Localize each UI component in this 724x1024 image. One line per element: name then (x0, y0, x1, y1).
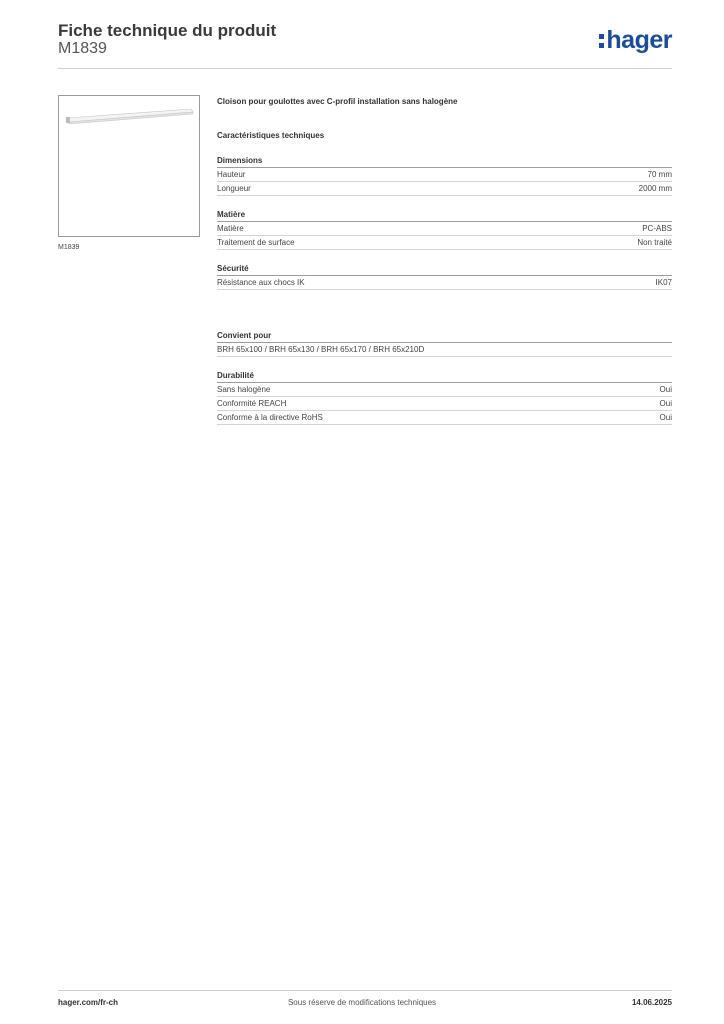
section-durabilite (217, 370, 672, 425)
footer-date: 14.06.2025 (631, 998, 672, 1007)
spec-row (217, 168, 672, 182)
spec-value: 70 mm (647, 170, 672, 179)
header-divider (58, 68, 672, 69)
spec-value: Oui (659, 399, 672, 408)
cable-trunking-divider-image (65, 108, 195, 124)
product-code: M1839 (58, 40, 107, 57)
section-title: Durabilité (217, 370, 672, 383)
spec-row (217, 222, 672, 236)
spec-label: Conforme à la directive RoHS (217, 413, 323, 422)
spec-label: Hauteur (217, 170, 246, 179)
product-image (58, 95, 200, 237)
compatible-products: BRH 65x100 / BRH 65x130 / BRH 65x170 / BRH 65x210D (217, 343, 672, 357)
product-specs (217, 97, 672, 425)
spec-value: Oui (659, 413, 672, 422)
footer-divider (58, 990, 672, 991)
spec-row (217, 236, 672, 250)
section-title: Convient pour (217, 330, 672, 343)
spec-value: PC-ABS (642, 224, 672, 233)
logo-text: hager (606, 26, 672, 54)
spec-label: Résistance aux chocs IK (217, 278, 305, 287)
footer-disclaimer: Sous réserve de modifications techniques (287, 998, 437, 1007)
section-title: Matière (217, 209, 672, 222)
spec-value: Oui (659, 385, 672, 394)
hager-logo (599, 26, 672, 54)
section-title: Dimensions (217, 155, 672, 168)
spec-row (217, 383, 672, 397)
spec-label: Conformité REACH (217, 399, 287, 408)
footer-website-link[interactable]: hager.com/fr-ch (58, 998, 119, 1007)
spec-label: Traitement de surface (217, 238, 295, 247)
spec-row (217, 397, 672, 411)
spec-label: Sans halogène (217, 385, 271, 394)
technical-heading: Caractéristiques techniques (217, 131, 325, 140)
logo-dots-icon (599, 34, 604, 48)
spec-row (217, 276, 672, 290)
section-securite (217, 263, 672, 290)
section-title: Sécurité (217, 263, 672, 276)
spec-row (217, 411, 672, 425)
spec-value: Non traité (637, 238, 672, 247)
section-dimensions (217, 155, 672, 196)
section-matiere (217, 209, 672, 250)
spec-row (217, 182, 672, 196)
spec-label: Longueur (217, 184, 251, 193)
spec-value: 2000 mm (638, 184, 672, 193)
image-caption: M1839 (58, 244, 80, 251)
spec-value: IK07 (655, 278, 672, 287)
page-title: Fiche technique du produit (58, 21, 277, 40)
section-convient (217, 330, 672, 357)
spec-label: Matière (217, 224, 244, 233)
product-description: Cloison pour goulottes avec C-profil installation sans halogène (217, 97, 458, 106)
